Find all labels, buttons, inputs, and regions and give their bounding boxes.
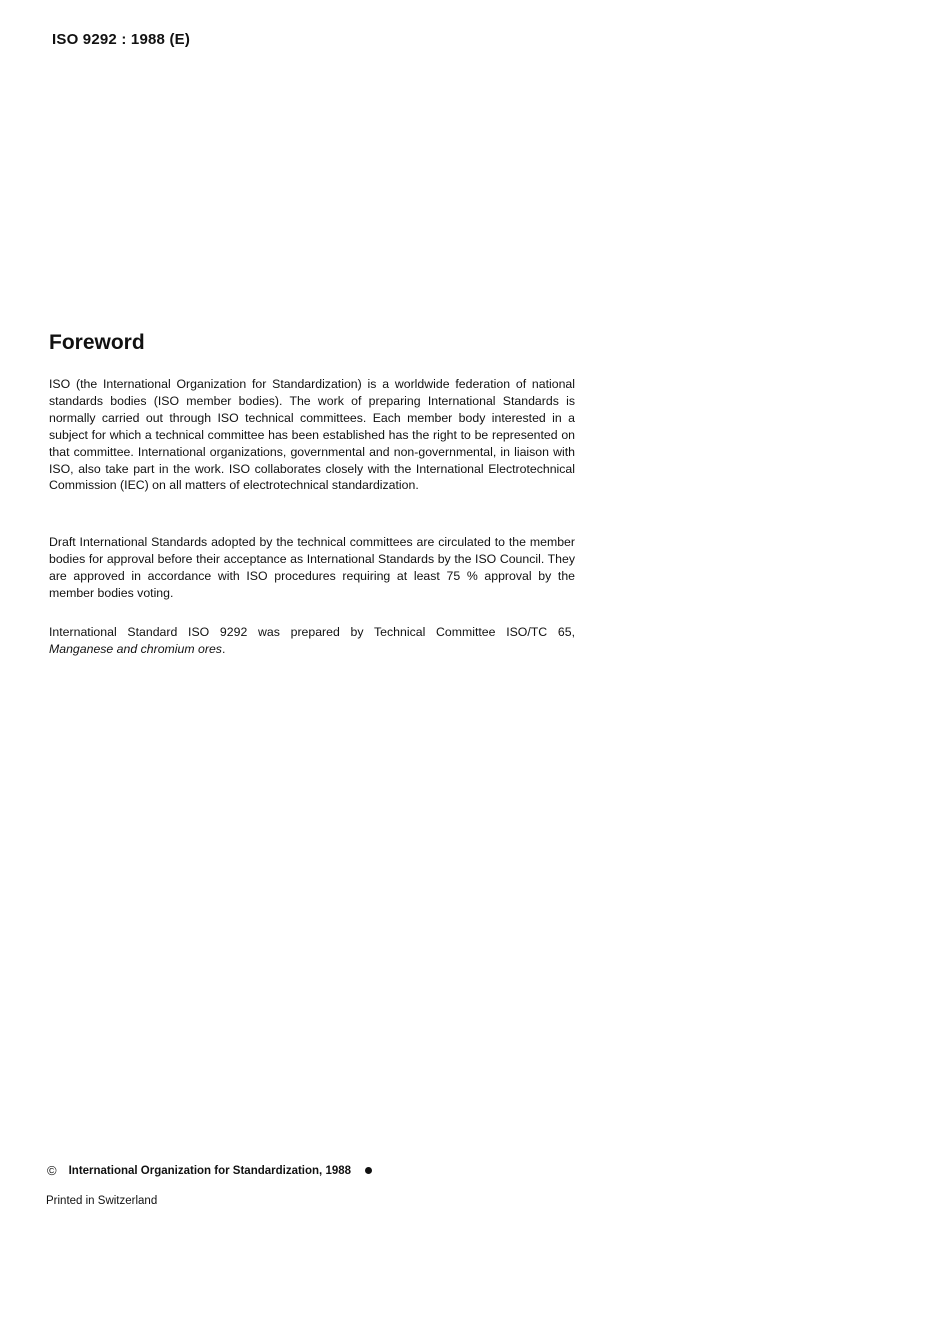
committee-title: Manganese and chromium ores bbox=[49, 641, 222, 656]
copyright-line bbox=[47, 1163, 372, 1178]
printed-location: Printed in Switzerland bbox=[46, 1195, 158, 1207]
copyright-text: International Organization for Standardization, 1988 bbox=[68, 1164, 352, 1177]
foreword-paragraph-2: Draft International Standards adopted by the technical committees are circulated to the member bodies for approval before their acceptance as International Standards by the ISO Council. They are approved in accordance with ISO procedures requiring at least 75 % approval by the member bodies voting. bbox=[49, 535, 575, 600]
foreword-paragraph-1: ISO (the International Organization for Standardization) is a worldwide federation of national standards bodies (ISO member bodies). The work of preparing International Standards is normally carried out through ISO technical committees. Each member body interested in a subject for which a technical committee has been established has the right to be represented on that committee. International organizations, governmental and non-governmental, in liaison with ISO, also take part in the work. ISO collaborates closely with the International Electrotechnical Commission (IEC) on all matters of electrotechnical standardization. bbox=[49, 377, 575, 493]
foreword-paragraph-3 bbox=[49, 624, 575, 658]
document-id: ISO 9292 : 1988 (E) bbox=[52, 31, 191, 48]
copyright-icon: © bbox=[47, 1163, 57, 1178]
paragraph-3-end: . bbox=[221, 641, 226, 656]
paragraph-3-line: International Standard ISO 9292 was prepared by Technical Committee ISO/TC 65, bbox=[49, 625, 575, 639]
bullet-icon bbox=[365, 1167, 372, 1174]
foreword-title: Foreword bbox=[49, 331, 145, 354]
